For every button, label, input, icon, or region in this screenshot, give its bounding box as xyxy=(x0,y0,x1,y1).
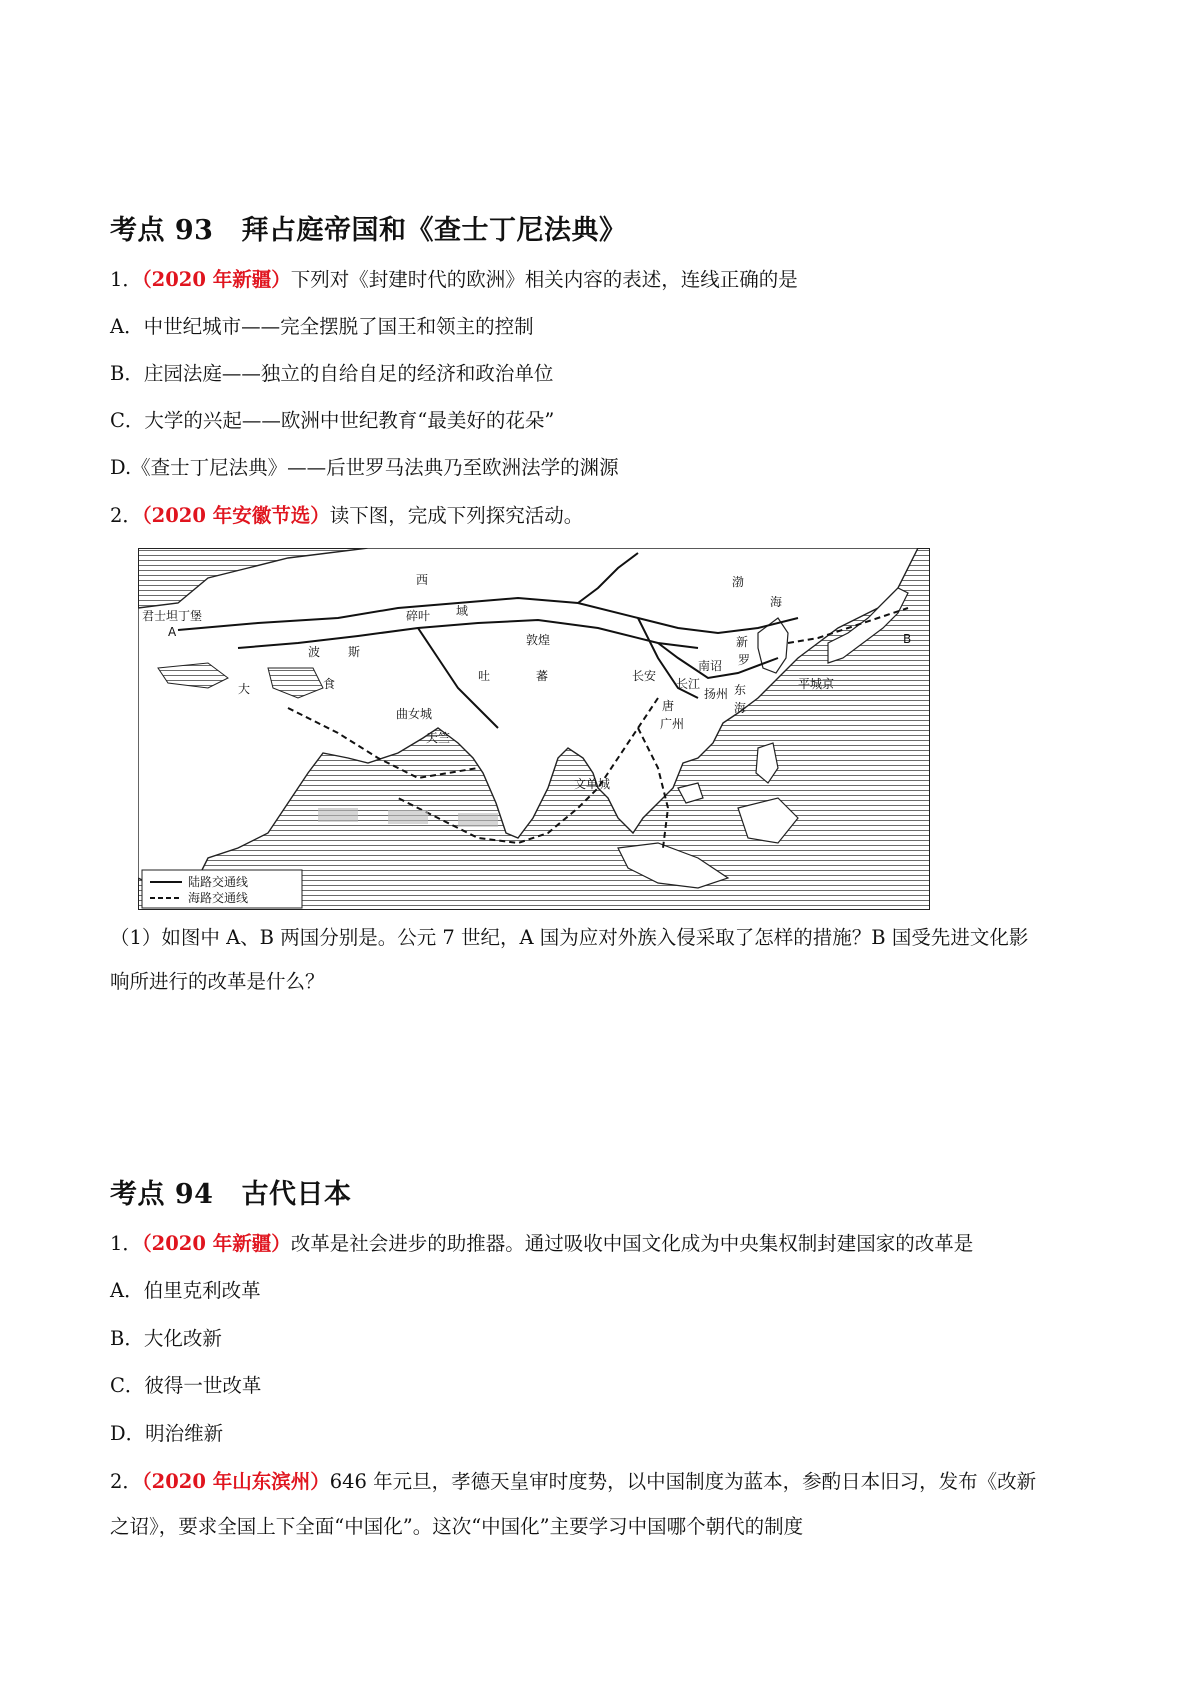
label-bo2: 蕃 xyxy=(536,669,549,683)
s94-q1-option-c: C．彼得一世改革 xyxy=(110,1374,262,1397)
q-stem: 646 年元旦，孝德天皇审时度势，以中国制度为蓝本，参酌日本旧习，发布《改新 xyxy=(329,1470,1037,1493)
label-shi: 食 xyxy=(323,677,336,691)
s93-q2-sub1-line2: 响所进行的改革是什么？ xyxy=(110,970,325,993)
q-number: 1． xyxy=(110,268,142,291)
s93-q2-stem xyxy=(110,502,583,530)
label-b: B xyxy=(903,632,912,646)
s93-q1-option-a: A．中世纪城市——完全摆脱了国王和领主的控制 xyxy=(110,315,534,338)
s93-q1-stem xyxy=(110,266,798,294)
q-source: （2020 年山东滨州） xyxy=(141,1470,330,1493)
q-stem: 读下图，完成下列探究活动。 xyxy=(329,504,584,527)
q-number: 2． xyxy=(110,504,142,527)
label-dong: 东 xyxy=(734,683,747,697)
s94-q1-option-a: A．伯里克利改革 xyxy=(110,1279,261,1302)
section-93-heading xyxy=(110,208,626,247)
label-nanzhou: 南诏 xyxy=(698,659,723,673)
label-bo: 波 xyxy=(308,645,321,659)
section-94-title: 古代日本 xyxy=(241,1179,352,1210)
label-changjiang: 长江 xyxy=(676,677,701,691)
label-dunhuang: 敦煌 xyxy=(526,633,551,647)
s93-q2-sub1-line1: （1）如图中 A、B 两国分别是。公元 7 世纪，A 国为应对外族入侵采取了怎样的措施？B 国受先进文化影 xyxy=(110,926,1029,949)
s94-q2-stem-line1 xyxy=(110,1468,1036,1496)
s93-q1-option-b: B．庄园法庭——独立的自给自足的经济和政治单位 xyxy=(110,362,554,385)
label-quniu: 曲女城 xyxy=(396,707,433,721)
label-constantinople: 君士坦丁堡 xyxy=(142,609,203,623)
section-94-number: 考点 94 xyxy=(110,1179,214,1210)
label-wendancheng: 文单城 xyxy=(574,777,611,791)
s94-q1-option-b: B．大化改新 xyxy=(110,1327,222,1350)
label-yangzhou: 扬州 xyxy=(704,687,729,701)
label-xin: 新 xyxy=(736,635,749,649)
label-si: 斯 xyxy=(348,645,361,659)
label-da: 大 xyxy=(238,682,251,696)
label-changan: 长安 xyxy=(632,669,657,683)
s94-q1-option-d: D．明治维新 xyxy=(110,1422,224,1445)
legend-land-label: 陆路交通线 xyxy=(188,875,249,889)
q-source: （2020 年新疆） xyxy=(141,1232,291,1255)
label-tu: 吐 xyxy=(478,669,491,683)
map-legend xyxy=(142,870,302,908)
s93-q1-option-d: D.《查士丁尼法典》——后世罗马法典乃至欧洲法学的渊源 xyxy=(110,456,619,479)
q-source: （2020 年安徽节选） xyxy=(141,504,330,527)
label-a: A xyxy=(168,625,177,639)
q-stem: 改革是社会进步的助推器。通过吸收中国文化成为中央集权制封建国家的改革是 xyxy=(290,1232,974,1255)
q-source: （2020 年新疆） xyxy=(141,268,291,291)
label-guangzhou: 广州 xyxy=(660,717,685,731)
q-stem: 下列对《封建时代的欧洲》相关内容的表述，连线正确的是 xyxy=(290,268,798,291)
label-bohai: 渤 xyxy=(732,575,745,589)
q-number: 1． xyxy=(110,1232,142,1255)
label-xi: 西 xyxy=(416,573,429,587)
label-pingchengjing: 平城京 xyxy=(798,677,835,691)
section-93-number: 考点 93 xyxy=(110,215,214,246)
q-number: 2． xyxy=(110,1470,142,1493)
historical-trade-route-map xyxy=(138,548,930,910)
label-suiye: 碎叶 xyxy=(406,609,431,623)
section-94-heading xyxy=(110,1172,351,1211)
label-tang: 唐 xyxy=(662,699,675,713)
label-luo: 罗 xyxy=(738,653,751,667)
legend-sea-label: 海路交通线 xyxy=(188,891,249,905)
label-yu: 域 xyxy=(456,604,469,618)
label-hai2: 海 xyxy=(734,701,747,715)
s93-q1-option-c: C．大学的兴起——欧洲中世纪教育“最美好的花朵” xyxy=(110,409,555,432)
label-tianzhu: 天竺 xyxy=(426,731,451,745)
section-93-title: 拜占庭帝国和《查士丁尼法典》 xyxy=(241,215,627,246)
label-hai: 海 xyxy=(770,595,783,609)
s94-q2-stem-line2: 之诏》，要求全国上下全面“中国化”。这次“中国化”主要学习中国哪个朝代的制度 xyxy=(110,1515,804,1538)
s94-q1-stem xyxy=(110,1230,973,1258)
